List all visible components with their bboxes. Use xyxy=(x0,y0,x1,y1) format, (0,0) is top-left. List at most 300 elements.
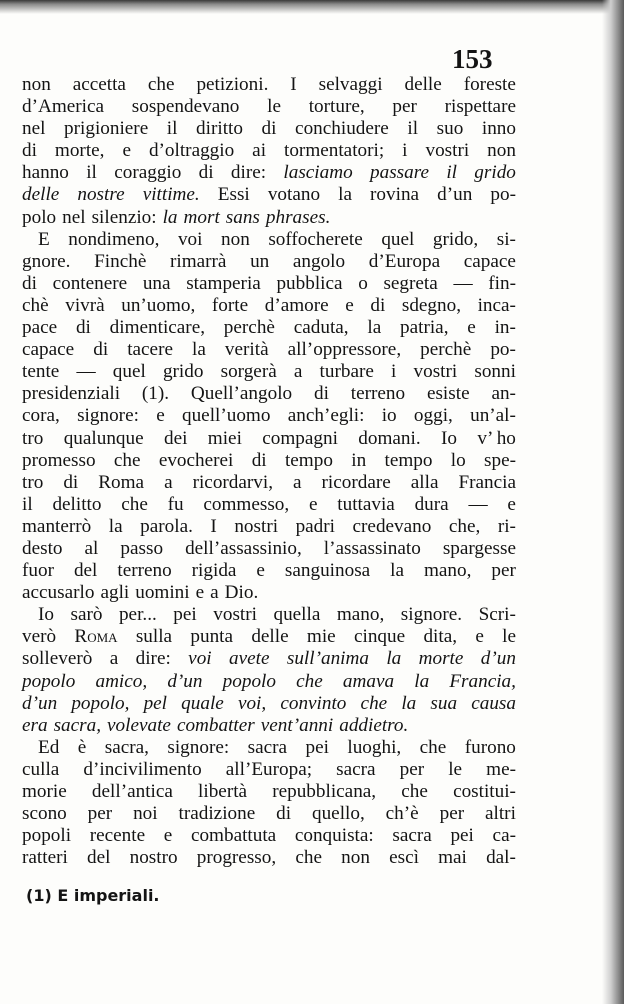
word: credevano xyxy=(352,515,432,537)
text-line xyxy=(22,229,516,251)
word: pubblica xyxy=(276,272,343,294)
word: — xyxy=(468,493,488,515)
word: d’Europa xyxy=(368,250,441,272)
word: suo xyxy=(436,118,464,140)
word: nostro xyxy=(129,847,178,869)
text-line xyxy=(22,582,516,604)
word: nel xyxy=(22,118,46,140)
text-line xyxy=(22,140,516,162)
word: votano xyxy=(267,184,321,206)
word: tempo xyxy=(384,449,433,471)
word: E xyxy=(38,228,50,250)
word: hanno xyxy=(22,162,69,184)
word: pel xyxy=(143,692,168,714)
word: vostri xyxy=(425,140,470,162)
word: anch’egli: xyxy=(287,405,365,427)
word: non xyxy=(487,140,516,162)
word: ch’è xyxy=(385,803,419,825)
word: rimarrà xyxy=(169,250,227,272)
word: cinque xyxy=(353,626,406,648)
word: per xyxy=(491,560,516,582)
word: Dio. xyxy=(224,582,259,604)
word: manterrò xyxy=(22,515,92,537)
word: e xyxy=(467,317,476,339)
word: d’incivilimento xyxy=(83,758,202,780)
word: accusarlo xyxy=(22,582,95,604)
word: o xyxy=(358,272,368,294)
word: amava xyxy=(342,670,395,692)
word: dire: xyxy=(230,162,267,184)
word: che xyxy=(113,449,141,471)
word: Scri- xyxy=(478,604,516,626)
word: sanguinosa xyxy=(284,560,371,582)
text-line xyxy=(22,383,516,405)
text-line xyxy=(22,361,516,383)
word: fu xyxy=(167,493,184,515)
word: per xyxy=(392,96,417,118)
word: alla xyxy=(410,471,439,493)
word: quello, xyxy=(311,803,365,825)
word: passo xyxy=(120,537,164,559)
word: le xyxy=(448,758,463,780)
word: morie xyxy=(22,781,67,802)
word: la xyxy=(338,184,352,206)
word: non xyxy=(221,228,250,250)
word: e xyxy=(122,140,131,162)
word: recente xyxy=(89,825,146,847)
word: sacra xyxy=(247,736,288,758)
text-line xyxy=(22,450,516,472)
word: d’un xyxy=(22,692,58,714)
word: il xyxy=(407,118,419,140)
word: punta xyxy=(190,626,234,648)
word: d’un xyxy=(167,670,203,692)
word: d’un xyxy=(480,648,516,670)
word: amico, xyxy=(95,670,148,692)
page-number: 153 xyxy=(452,44,493,74)
word: grido xyxy=(162,361,204,383)
word: e xyxy=(308,493,318,515)
word: tente xyxy=(22,361,60,383)
word: sua xyxy=(430,692,458,714)
word: all’Europa; xyxy=(225,758,313,780)
word: agli xyxy=(100,582,130,604)
word: popolo xyxy=(222,670,276,692)
word: il xyxy=(86,162,97,184)
word: vent’anni xyxy=(260,714,334,736)
footnote: (1) E imperiali. xyxy=(26,886,160,905)
word: per xyxy=(399,758,425,780)
word: fuor xyxy=(22,560,54,582)
text-line xyxy=(22,96,516,118)
word: delle xyxy=(22,184,60,206)
word: nostre xyxy=(77,184,125,206)
word: lasciamo xyxy=(283,162,353,184)
word: sarò xyxy=(70,604,103,626)
word: spe- xyxy=(484,449,516,471)
word: escì xyxy=(389,847,419,869)
word: tacere xyxy=(127,339,173,361)
word: sacra, xyxy=(104,736,149,758)
word: Quell’angolo xyxy=(190,383,293,405)
word: e xyxy=(507,493,516,515)
word: dei xyxy=(163,427,188,449)
word: quale xyxy=(181,692,224,714)
word: qualunque xyxy=(63,427,144,449)
scan-top-shadow xyxy=(0,0,624,14)
word: Roma xyxy=(74,626,118,648)
word: v’ ho xyxy=(477,427,516,449)
word: sulla xyxy=(135,626,173,648)
text-line xyxy=(22,693,516,715)
word: dire: xyxy=(135,648,171,670)
word: voi xyxy=(188,648,212,670)
word: ratteri xyxy=(22,847,68,869)
word: evocherei xyxy=(158,449,234,471)
word: di xyxy=(22,140,37,162)
word: I xyxy=(210,515,217,537)
text-line xyxy=(22,118,516,140)
word: e xyxy=(345,294,354,316)
word: vittime. xyxy=(142,184,200,206)
word: per... xyxy=(118,604,157,626)
word: po- xyxy=(490,339,516,361)
word: una xyxy=(142,272,171,294)
word: caduta, xyxy=(293,317,349,339)
word: torture, xyxy=(308,96,365,118)
word: la xyxy=(386,648,402,670)
word: desto xyxy=(22,537,63,559)
word: combattuta xyxy=(190,825,277,847)
text-line xyxy=(22,74,516,96)
word: morte, xyxy=(54,140,105,162)
word: patria, xyxy=(400,317,449,339)
word: padri xyxy=(295,515,335,537)
word: causa xyxy=(471,692,516,714)
word: di xyxy=(370,294,386,316)
word: domani. xyxy=(358,427,421,449)
scan-page-edge xyxy=(602,0,624,1004)
word: nostri xyxy=(234,515,279,537)
word: a xyxy=(293,471,302,493)
word: d’oltraggio xyxy=(148,140,235,162)
word: esiste xyxy=(426,383,470,405)
word: vivrà xyxy=(65,294,105,316)
word: tradizione xyxy=(178,803,256,825)
word: di xyxy=(63,471,79,493)
word: sacra xyxy=(392,825,432,847)
word: popolo xyxy=(22,670,76,692)
word: per xyxy=(439,803,465,825)
word: un xyxy=(250,250,270,272)
word: sospendevano xyxy=(131,96,240,118)
text-line xyxy=(22,428,516,450)
word: inca- xyxy=(477,294,516,316)
word: non xyxy=(341,847,370,869)
word: del xyxy=(73,560,98,582)
word: il xyxy=(22,493,33,515)
word: promesso xyxy=(22,449,96,471)
word: che xyxy=(121,493,148,515)
word: sacra, xyxy=(53,714,102,736)
word: Ed xyxy=(38,736,60,758)
text-line xyxy=(22,273,516,295)
word: e xyxy=(475,626,484,648)
word: (1). xyxy=(141,383,170,405)
word: silenzio: xyxy=(91,206,157,228)
word: solleverò xyxy=(22,648,93,670)
text-line xyxy=(22,847,516,869)
word: commesso, xyxy=(203,493,290,515)
text-line xyxy=(22,516,516,538)
word: io xyxy=(381,405,397,427)
word: oggi, xyxy=(413,405,453,427)
word: dal- xyxy=(486,847,516,869)
text-line xyxy=(22,251,516,273)
word: sacra xyxy=(336,758,376,780)
word: che xyxy=(296,670,323,692)
word: dimenticare, xyxy=(109,317,206,339)
word: contenere xyxy=(52,272,128,294)
text-line xyxy=(22,162,516,184)
word: phrases. xyxy=(265,206,331,228)
word: po- xyxy=(490,184,516,206)
word: scono xyxy=(22,803,67,825)
word: rigida xyxy=(191,560,237,582)
word: è xyxy=(77,736,87,758)
word: miei xyxy=(207,427,242,449)
text-line xyxy=(22,626,516,648)
word: verò xyxy=(22,626,57,648)
word: Io xyxy=(441,427,457,449)
word: perchè xyxy=(420,339,472,361)
word: grido xyxy=(474,162,516,184)
word: che xyxy=(419,736,447,758)
word: la xyxy=(162,206,178,228)
word: capace xyxy=(463,250,516,272)
word: nondimeno, xyxy=(68,228,160,250)
word: nel xyxy=(62,206,86,228)
word: soffocherete xyxy=(268,228,363,250)
word: il xyxy=(166,118,178,140)
word: d’amore xyxy=(264,294,329,316)
word: Io xyxy=(38,604,54,626)
word: Finchè xyxy=(94,250,147,272)
word: accetta xyxy=(72,74,126,95)
word: e xyxy=(163,825,173,847)
word: ricordarvi, xyxy=(192,471,274,493)
word: ri- xyxy=(497,515,516,537)
word: all’oppressore, xyxy=(287,339,402,361)
text-line xyxy=(22,317,516,339)
word: in- xyxy=(494,317,516,339)
word: rispettare xyxy=(444,96,516,118)
word: angolo xyxy=(292,250,346,272)
word: repubblicana, xyxy=(272,781,377,802)
word: verità xyxy=(224,339,269,361)
word: addietro. xyxy=(339,714,409,736)
text-line xyxy=(22,405,516,427)
word: tro xyxy=(22,427,44,449)
body-text xyxy=(22,74,516,869)
word: quella xyxy=(273,604,321,626)
word: che, xyxy=(448,515,481,537)
word: an- xyxy=(491,383,516,405)
word: voi, xyxy=(237,692,267,714)
word: polo xyxy=(22,206,57,228)
word: voi xyxy=(177,228,203,250)
text-line xyxy=(22,207,516,229)
word: avete xyxy=(229,648,270,670)
word: dell’assassinio, xyxy=(185,537,302,559)
text-line xyxy=(22,715,516,737)
text-line xyxy=(22,737,516,759)
word: che xyxy=(360,692,388,714)
word: i xyxy=(391,361,397,383)
word: a xyxy=(109,648,119,670)
word: al xyxy=(84,537,99,559)
word: perchè xyxy=(223,317,275,339)
text-line xyxy=(22,339,516,361)
word: a xyxy=(210,582,219,604)
word: pace xyxy=(22,317,58,339)
word: signore: xyxy=(167,736,230,758)
word: di xyxy=(251,449,267,471)
word: rovina xyxy=(370,184,420,206)
text-line xyxy=(22,295,516,317)
word: a xyxy=(164,471,173,493)
word: tuttavia xyxy=(337,493,395,515)
word: Francia xyxy=(458,471,516,493)
word: prigioniere xyxy=(64,118,149,140)
word: gnore. xyxy=(22,250,71,272)
word: libertà xyxy=(198,781,248,802)
word: compagni xyxy=(262,427,338,449)
word: tro xyxy=(22,471,44,493)
word: pei xyxy=(450,825,474,847)
word: lo xyxy=(450,449,466,471)
word: delle xyxy=(404,74,442,95)
word: che xyxy=(295,847,322,869)
word: la xyxy=(192,339,206,361)
word: le xyxy=(502,626,516,648)
word: foreste xyxy=(463,74,516,95)
word: popolo, xyxy=(71,692,130,714)
word: a xyxy=(293,361,303,383)
word: la xyxy=(108,515,123,537)
text-line xyxy=(22,781,516,803)
word: ai xyxy=(252,140,267,162)
word: di xyxy=(313,383,329,405)
word: — xyxy=(76,361,96,383)
word: cora, xyxy=(22,405,60,427)
text-line xyxy=(22,648,516,670)
word: un’uomo, xyxy=(121,294,196,316)
text-line xyxy=(22,472,516,494)
word: terreno xyxy=(117,560,172,582)
word: d’America xyxy=(22,96,105,118)
word: mano, xyxy=(336,604,385,626)
word: I xyxy=(290,74,297,95)
word: signore: xyxy=(77,405,139,427)
text-line xyxy=(22,494,516,516)
text-line xyxy=(22,803,516,825)
word: petizioni. xyxy=(196,74,269,95)
word: la xyxy=(367,317,382,339)
word: — xyxy=(453,272,473,294)
word: spargesse xyxy=(442,537,516,559)
word: i xyxy=(402,140,408,162)
word: selvaggi xyxy=(318,74,383,95)
word: mai xyxy=(438,847,467,869)
word: grido, xyxy=(432,228,479,250)
word: d’un xyxy=(437,184,473,206)
word: non xyxy=(22,74,51,95)
word: le xyxy=(267,96,281,118)
word: coraggio xyxy=(114,162,182,184)
word: popoli xyxy=(22,825,72,847)
word: la xyxy=(401,692,417,714)
word: convinto xyxy=(280,692,347,714)
word: vostri xyxy=(213,604,257,626)
word: Roma xyxy=(98,471,145,493)
word: stamperia xyxy=(186,272,261,294)
word: sull’anima xyxy=(286,648,369,670)
word: vostri xyxy=(413,361,458,383)
word: delitto xyxy=(52,493,102,515)
word: di xyxy=(276,803,292,825)
word: un’al- xyxy=(470,405,516,427)
word: quel xyxy=(112,361,146,383)
text-line xyxy=(22,560,516,582)
word: ricordare xyxy=(321,471,391,493)
word: segreta xyxy=(383,272,438,294)
word: sonni xyxy=(474,361,516,383)
text-line xyxy=(22,604,516,626)
word: sans xyxy=(225,206,260,228)
word: l’assassinato xyxy=(323,537,421,559)
word: culla xyxy=(22,758,60,780)
word: di xyxy=(198,162,214,184)
word: signore. xyxy=(400,604,463,626)
word: quell’uomo xyxy=(181,405,271,427)
word: del xyxy=(86,847,111,869)
text-line xyxy=(22,671,516,693)
word: progresso, xyxy=(196,847,277,869)
word: luoghi, xyxy=(347,736,402,758)
word: il xyxy=(446,162,457,184)
word: uomini xyxy=(135,582,190,604)
word: pei xyxy=(305,736,329,758)
text-line xyxy=(22,759,516,781)
word: capace xyxy=(22,339,75,361)
word: furono xyxy=(464,736,516,758)
word: costitui- xyxy=(453,781,516,802)
word: diritto xyxy=(196,118,243,140)
word: forte xyxy=(211,294,249,316)
word: di xyxy=(75,317,91,339)
word: fin- xyxy=(488,272,516,294)
word: che xyxy=(401,781,428,802)
word: delle xyxy=(251,626,289,648)
word: conchiudere xyxy=(295,118,389,140)
word: tempo xyxy=(284,449,333,471)
word: volevate xyxy=(107,714,171,736)
word: conquista: xyxy=(294,825,374,847)
text-line xyxy=(22,538,516,560)
word: pei xyxy=(173,604,197,626)
text-line xyxy=(22,825,516,847)
